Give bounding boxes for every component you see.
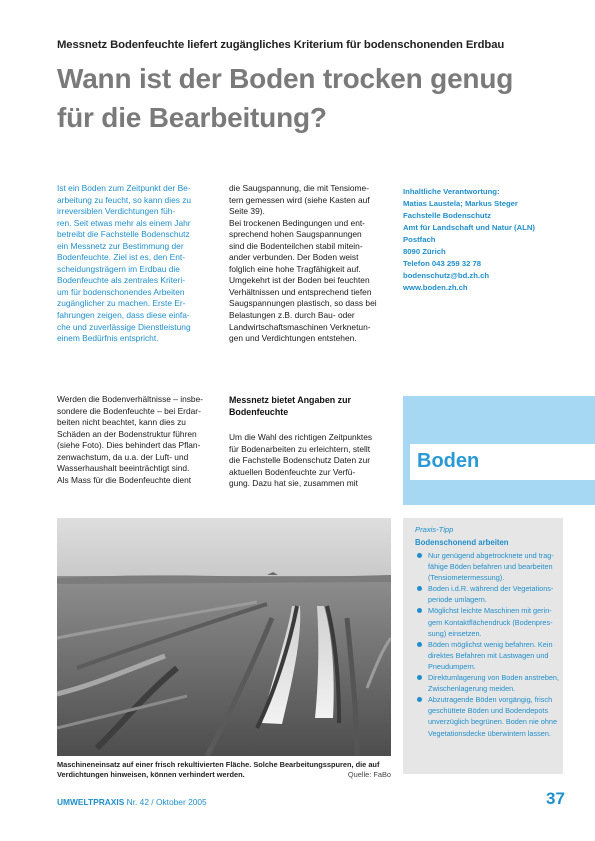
body-line: gung. Dazu hat sie, zusammen mit <box>229 478 358 489</box>
body-line: Verhältnissen und entsprechend tiefen <box>229 286 372 297</box>
tip-line: Möglichst leichte Maschinen mit gerin- <box>428 606 552 616</box>
article-headline <box>57 59 557 137</box>
body-line: Umgekehrt ist der Boden bei feuchten <box>229 275 370 286</box>
lead-line: betreibt die Fachstelle Bodenschutz <box>57 229 190 240</box>
body-line: gen und Verdichtungen entstehen. <box>229 333 357 344</box>
body-line: beiten nicht beachtet, kann dies zu <box>57 417 186 428</box>
body-line: für Bodenarbeiten zu erleichtern, stellt <box>229 443 371 454</box>
contact-block <box>403 186 563 294</box>
body-line: Seite 39). <box>229 206 265 217</box>
tip-line: Abzutragende Böden vorgängig, frisch <box>428 695 553 705</box>
body-line: Bei trockenen Bedingungen und ent- <box>229 217 365 228</box>
tip-line: Vegetationsdecke überwintern lassen. <box>428 728 551 738</box>
body-line: Landwirtschaftsmaschinen Verknetun- <box>229 321 371 332</box>
field-photo-image <box>57 518 391 756</box>
tip-line: (Tensiometermessung). <box>428 573 505 583</box>
body-line: zenwachstum, da u.a. der Luft- und <box>57 451 189 462</box>
body-line: die Fachstelle Bodenschutz Daten zur <box>229 455 371 466</box>
contact-email: bodenschutz@bd.zh.ch <box>403 270 490 280</box>
body-line: folglich eine hohe Tragfähigkeit auf. <box>229 263 361 274</box>
body-line: Belastungen z.B. durch Bau- oder <box>229 310 355 321</box>
contact-heading: Inhaltliche Verantwortung: <box>403 187 500 196</box>
tip-item <box>415 672 563 694</box>
lead-line: Bodenfeuchte als zentrales Kriteri- <box>57 275 186 286</box>
body-line: tern gemessen wird (siehe Kasten auf <box>229 194 370 205</box>
body-line: ander verbunden. Der Boden weist <box>229 252 359 263</box>
tip-line: Pneudumpern. <box>428 661 476 671</box>
subheading-line: Messnetz bietet Angaben zur <box>229 395 351 405</box>
field-photo <box>57 518 391 756</box>
lead-line: Ist ein Boden zum Zeitpunkt der Be- <box>57 183 191 193</box>
body-line: Wasserhaushalt beeinträchtigt sind. <box>57 463 190 474</box>
lead-line: fahrungen zeigen, dass diese einfa- <box>57 310 190 321</box>
tip-line: Direktumlagerung von Boden anstreben, <box>428 673 560 683</box>
tip-line: gem Kontaktflächendruck (Bodenpres- <box>428 617 553 627</box>
body-line: Als Mass für die Bodenfeuchte dient <box>57 474 192 485</box>
body-line: Schäden an der Bodenstruktur führen <box>57 428 197 439</box>
lead-line: scheidungsträgern im Erdbau die <box>57 263 180 274</box>
body-line: sind die Bodenteilchen stabil mitein- <box>229 240 363 251</box>
headline-line: Wann ist der Boden trocken genug <box>57 63 514 94</box>
photo-caption <box>57 760 391 780</box>
article-kicker: Messnetz Bodenfeuchte liefert zugängliches Kriterium für bodenschonenden Erdbau <box>57 39 505 51</box>
lead-line: irreversiblen Verdichtungen füh- <box>57 206 176 217</box>
section-label: Boden <box>417 450 480 472</box>
tip-line: sung) einsetzen. <box>428 628 482 638</box>
tip-line: Nur genügend abgetrocknete und trag- <box>428 551 554 560</box>
contact-phone: Telefon 043 259 32 78 <box>403 258 482 268</box>
contact-line: 8090 Zürich <box>403 246 446 256</box>
lead-line: um für bodenschonendes Arbeiten <box>57 286 185 297</box>
tip-line: fähige Böden befahren und bearbeiten <box>428 562 553 572</box>
tip-line: Boden i.d.R. während der Vegetations- <box>428 584 554 594</box>
headline-line: für die Bearbeitung? <box>57 102 327 133</box>
tip-item <box>415 639 563 672</box>
caption-line: Maschineneinsatz auf einer frisch rekultivierten Fläche. Solche Bearbeitungsspuren, die auf <box>57 760 380 769</box>
body-line: sprechend hohen Saugspannungen <box>229 229 362 240</box>
body-column-2 <box>229 183 391 345</box>
tip-list <box>415 550 563 739</box>
tip-title: Bodenschonend arbeiten <box>415 538 509 547</box>
contact-line: Fachstelle Bodenschutz <box>403 210 491 220</box>
tip-item <box>415 583 563 605</box>
caption-line: Verdichtungen hinweisen, können verhindert werden. <box>57 770 245 779</box>
tip-item <box>415 550 563 583</box>
issue-info: Nr. 42 / Oktober 2005 <box>126 797 207 807</box>
lead-line: arbeitung zu feucht, so kann dies zu <box>57 194 192 205</box>
page-footer <box>57 797 207 807</box>
tip-item <box>415 694 563 738</box>
body-line: aktuellen Bodenfeuchte zur Verfü- <box>229 466 356 477</box>
body-line: die Saugspannung, die mit Tensiome- <box>229 183 369 193</box>
body-line: (siehe Foto). Dies behindert das Pflan- <box>57 440 201 451</box>
lead-line: ein Messnetz zur Bestimmung der <box>57 240 184 251</box>
tip-item <box>415 605 563 638</box>
body-line: sondere die Bodenfeuchte – bei Erdar- <box>57 405 201 416</box>
section-subheading <box>229 394 391 418</box>
contact-line: Amt für Landschaft und Natur (ALN) <box>403 222 535 232</box>
tip-line: direktes Befahren mit Lastwagen und <box>428 650 549 660</box>
lead-line: Bodenfeuchte. Ziel ist es, den Ent- <box>57 252 186 263</box>
photo-credit: Quelle: FaBo <box>347 770 391 779</box>
tip-line: unverzüglich begrünen. Boden nie ohne <box>428 717 558 727</box>
body-line: Um die Wahl des richtigen Zeitpunktes <box>229 432 373 442</box>
lead-line: zugänglicher zu machen. Erste Er- <box>57 298 186 309</box>
magazine-name: UMWELTPRAXIS <box>57 797 125 807</box>
lead-paragraph <box>57 183 217 345</box>
tip-line: Zwischenlagerung meiden. <box>428 684 516 694</box>
practice-tip-box <box>403 518 563 774</box>
body-column-1 <box>57 394 217 486</box>
tip-line: geschüttete Böden und Bodendepots <box>428 706 549 716</box>
lead-line: ren. Seit etwas mehr als einem Jahr <box>57 217 191 228</box>
contact-line: Postfach <box>403 234 436 244</box>
tip-kicker: Praxis-Tipp <box>415 525 454 534</box>
lead-line: che und zuverlässige Dienstleistung <box>57 321 191 332</box>
tip-line: periode umlagern. <box>428 595 487 605</box>
contact-website: www.boden.zh.ch <box>403 282 468 292</box>
body-line: Saugspannungen plastisch, so dass bei <box>229 298 377 309</box>
lead-line: einem Bedürfnis entspricht. <box>57 333 159 344</box>
subheading-line: Bodenfeuchte <box>229 407 289 417</box>
tip-line: Böden möglichst wenig befahren. Kein <box>428 639 553 649</box>
page-number: 37 <box>546 789 565 808</box>
body-line: Werden die Bodenverhältnisse – insbe- <box>57 394 204 404</box>
contact-line: Matias Laustela; Markus Steger <box>403 198 518 208</box>
body-column-2-continued <box>229 432 391 490</box>
